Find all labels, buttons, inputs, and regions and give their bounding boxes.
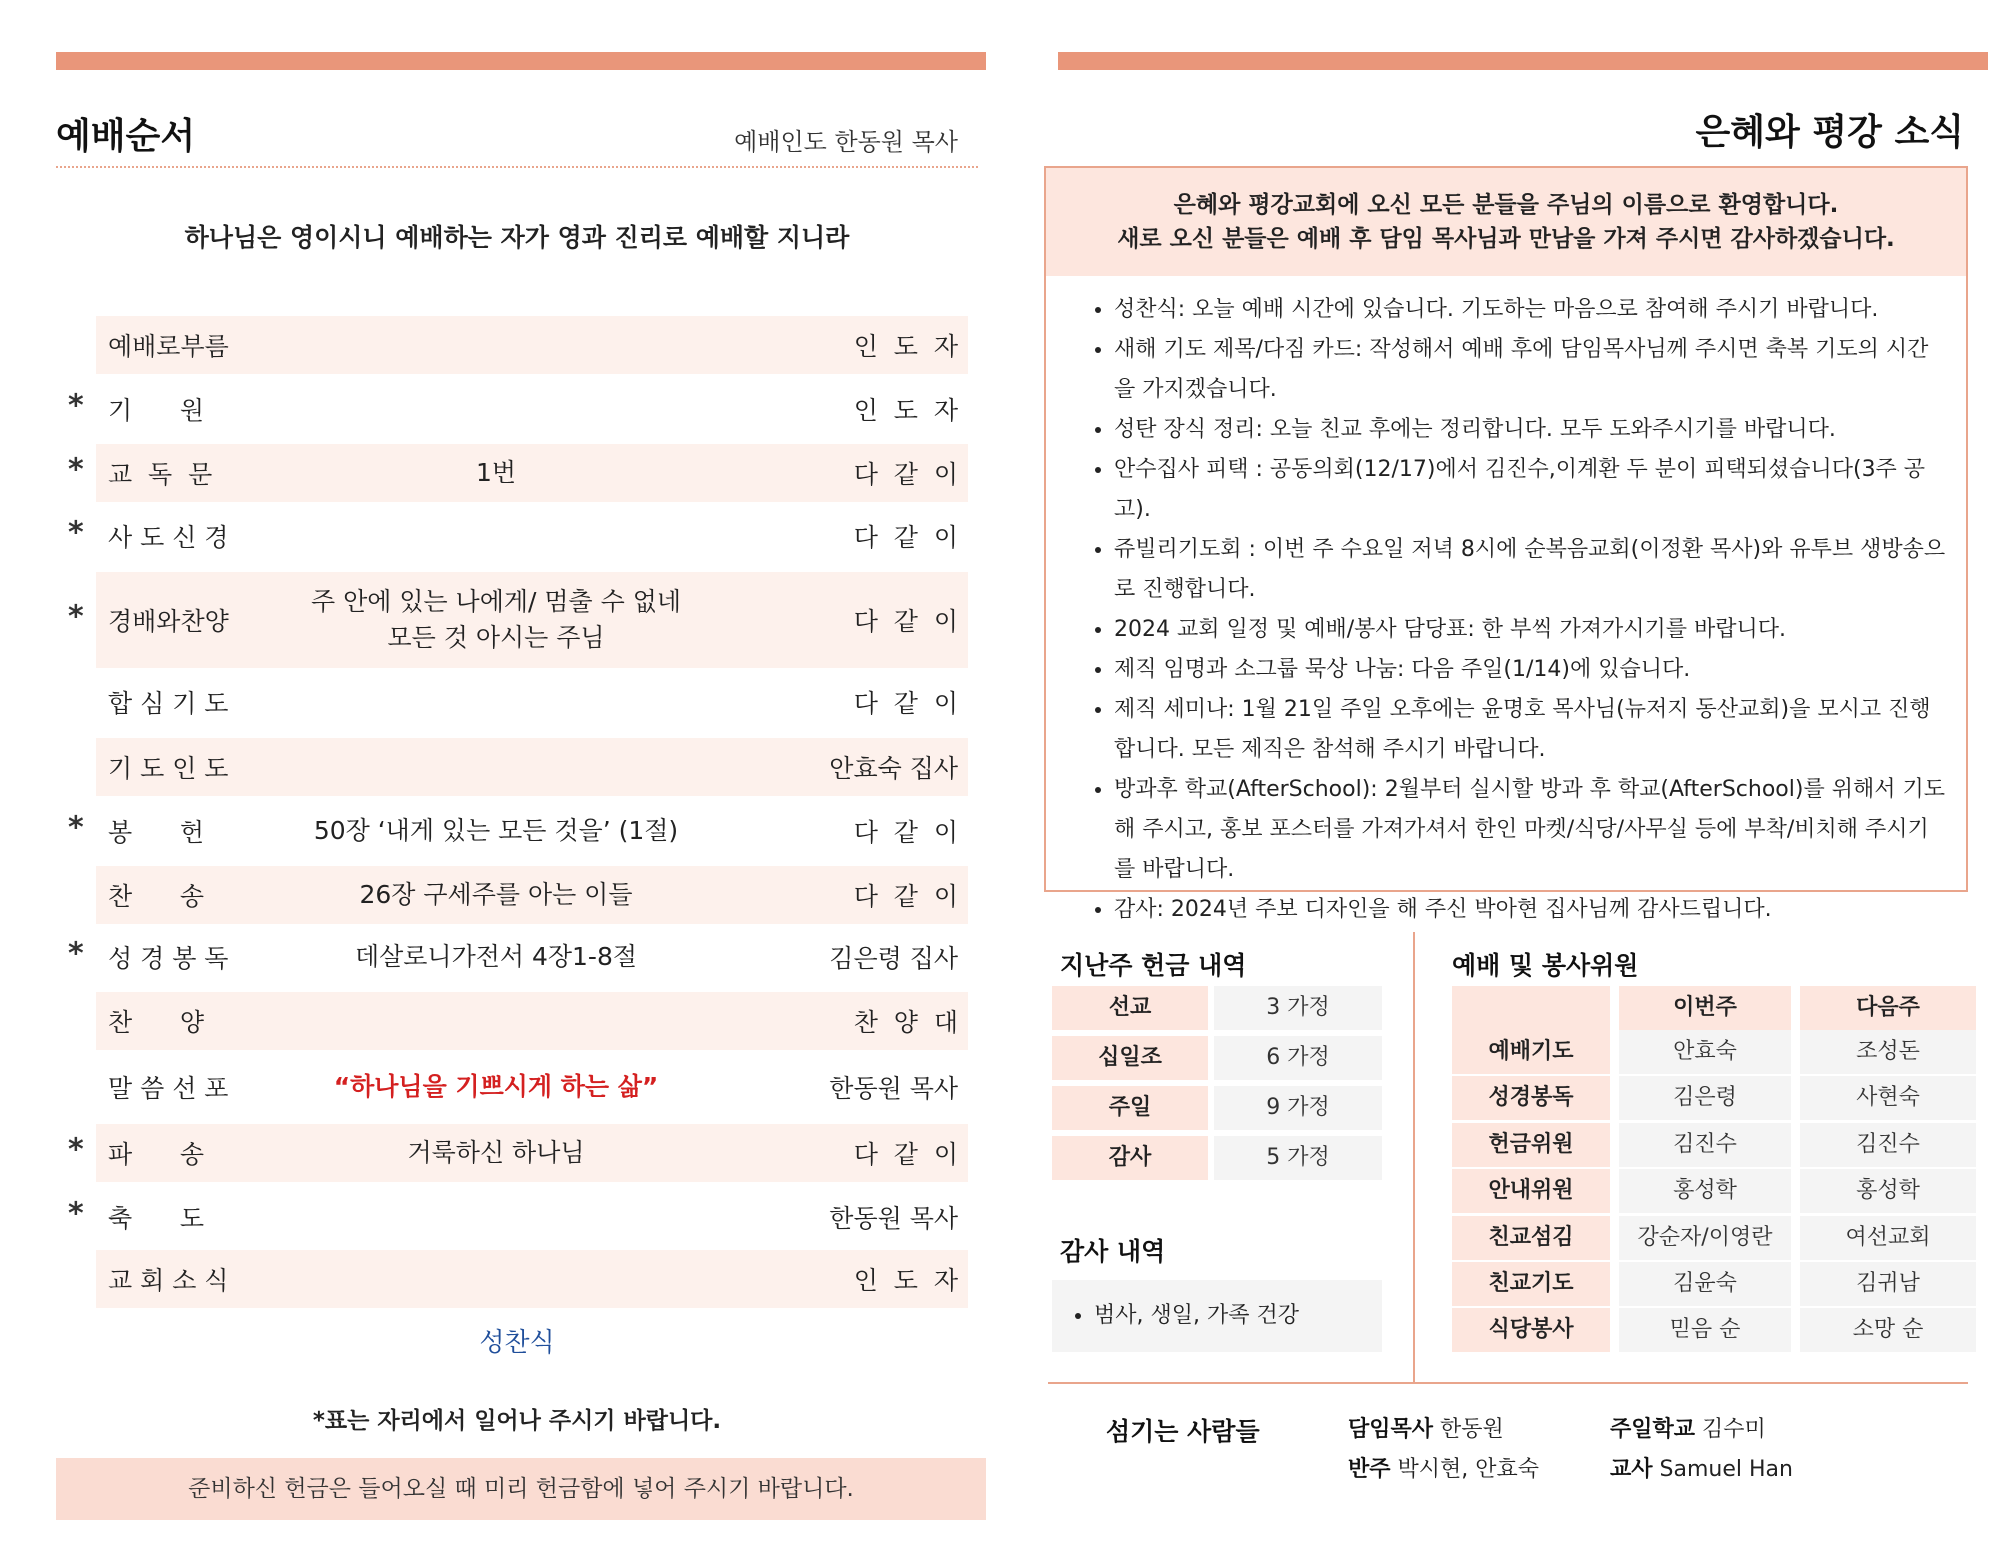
title-divider (56, 166, 978, 168)
servant-next-week: 사현숙 (1800, 1076, 1976, 1120)
servant-this-week: 안효숙 (1619, 1030, 1791, 1074)
order-item-name: 예배로부름 (108, 332, 229, 361)
servant-next-week: 홍성학 (1800, 1169, 1976, 1213)
order-row (56, 380, 968, 438)
servant-this-week: 홍성학 (1619, 1169, 1791, 1213)
staff-pastor (1348, 1412, 1504, 1443)
servant-next-week: 김진수 (1800, 1123, 1976, 1167)
order-row (56, 673, 968, 731)
order-item-leader: 인 도 자 (853, 1266, 958, 1295)
stand-marker: * (68, 515, 84, 551)
offering-heading: 지난주 헌금 내역 (1060, 951, 1247, 980)
servant-next-week: 여선교회 (1800, 1216, 1976, 1260)
servant-this-week: 김진수 (1619, 1123, 1791, 1167)
order-item-leader: 김은령 집사 (829, 944, 958, 973)
servant-this-week: 강순자/이영란 (1619, 1216, 1791, 1260)
order-row (56, 572, 968, 668)
offering-category: 십일조 (1052, 1036, 1208, 1080)
news-item: • 안수집사 피택 : 공동의회(12/17)에서 김진수,이계환 두 분이 피택되셨습니다(3주 공고). (1114, 450, 1946, 530)
servant-role: 안내위원 (1452, 1169, 1610, 1213)
order-item-leader: 다 같 이 (853, 460, 958, 489)
order-item-content: 거룩하신 하나님 (407, 1137, 585, 1167)
order-item-name: 찬 양 (108, 1008, 204, 1037)
col-next-week: 다음주 (1800, 986, 1976, 1030)
servant-role: 친교기도 (1452, 1262, 1610, 1306)
order-item-leader: 찬 양 대 (853, 1008, 958, 1037)
order-row (56, 802, 968, 860)
servant-role: 성경봉독 (1452, 1076, 1610, 1120)
offering-count: 5 가정 (1214, 1136, 1382, 1180)
order-item-content: “하나님을 기쁘시게 하는 삶” (333, 1071, 659, 1101)
order-item-name: 성 경 봉 독 (108, 944, 229, 973)
horizontal-divider (1048, 1382, 1968, 1384)
news-title: 은혜와 평강 소식 (1695, 112, 1964, 153)
order-row (56, 1250, 968, 1308)
stand-marker: * (68, 810, 84, 846)
servant-this-week: 믿음 순 (1619, 1308, 1791, 1352)
servant-role: 식당봉사 (1452, 1308, 1610, 1352)
staff-sunday-name: 김수미 (1702, 1417, 1766, 1442)
servant-this-week: 김윤숙 (1619, 1262, 1791, 1306)
servant-role: 예배기도 (1452, 1030, 1610, 1074)
servant-next-week: 김귀남 (1800, 1262, 1976, 1306)
left-top-bar (56, 52, 986, 70)
news-item: • 제직 세미나: 1월 21일 주일 오후에는 윤명호 목사님(뉴저지 동산교회)을 모시고 진행합니다. 모든 제직은 참석해 주시기 바랍니다. (1114, 690, 1946, 770)
order-item-leader: 다 같 이 (853, 1140, 958, 1169)
order-item-name: 축 도 (108, 1204, 204, 1233)
order-item-leader: 다 같 이 (853, 689, 958, 718)
order-row-background (96, 992, 968, 1050)
staff-banju (1348, 1452, 1539, 1483)
offering-category: 주일 (1052, 1086, 1208, 1130)
order-item-leader: 다 같 이 (853, 818, 958, 847)
order-item-content: 주 안에 있는 나에게/ 멈출 수 없네 모든 것 아시는 주님 (310, 586, 682, 652)
stand-marker: * (68, 936, 84, 972)
order-item-leader: 한동원 목사 (829, 1204, 958, 1233)
order-row (56, 316, 968, 374)
welcome-banner (1046, 168, 1966, 276)
offering-count: 6 가정 (1214, 1036, 1382, 1080)
order-item-content: 1번 (475, 457, 517, 487)
order-item-leader: 다 같 이 (853, 607, 958, 636)
order-row (56, 1188, 968, 1246)
worship-order-title: 예배순서 (56, 116, 196, 157)
thanks-item: • 범사, 생일, 가족 건강 (1094, 1280, 1382, 1352)
thanks-heading: 감사 내역 (1060, 1237, 1166, 1266)
order-row (56, 444, 968, 502)
welcome-line-1: 은혜와 평강교회에 오신 모든 분들을 주님의 이름으로 환영합니다. (1173, 192, 1839, 218)
worship-leader: 예배인도 한동원 목사 (734, 128, 958, 156)
staff-sunday-school (1610, 1412, 1766, 1443)
staff-teacher (1610, 1452, 1793, 1483)
servant-next-week: 조성돈 (1800, 1030, 1976, 1074)
news-item: • 새해 기도 제목/다짐 카드: 작성해서 예배 후에 담임목사님께 주시면 축복 기도의 시간을 가지겠습니다. (1114, 330, 1946, 410)
offering-category: 선교 (1052, 986, 1208, 1030)
order-item-name: 말 씀 선 포 (108, 1074, 229, 1103)
order-item-name: 경배와찬양 (108, 607, 229, 636)
order-item-leader: 인 도 자 (853, 332, 958, 361)
news-item: • 2024 교회 일정 및 예배/봉사 담당표: 한 부씩 가져가시기를 바랍니다. (1114, 610, 1946, 650)
order-item-name: 파 송 (108, 1140, 204, 1169)
order-row-background (96, 380, 968, 438)
order-item-leader: 안효숙 집사 (829, 754, 958, 783)
order-item-name: 교 독 문 (108, 460, 213, 489)
news-item: • 쥬빌리기도회 : 이번 주 수요일 저녁 8시에 순복음교회(이정환 목사)와 유투브 생방송으로 진행합니다. (1114, 530, 1946, 610)
news-list (1072, 290, 1946, 930)
news-item: • 방과후 학교(AfterSchool): 2월부터 실시할 방과 후 학교(AfterSchool)를 위해서 기도해 주시고, 홍보 포스터를 가져가셔서 한인 마켓/식당/사무실 등에 부착/비치해 주시기를 바랍니다. (1114, 770, 1946, 890)
order-row (56, 738, 968, 796)
order-row (56, 1124, 968, 1182)
order-item-name: 교 회 소 식 (108, 1266, 229, 1295)
staff-teacher-name: Samuel Han (1659, 1457, 1793, 1482)
order-row (56, 507, 968, 565)
stand-marker: * (68, 452, 84, 488)
order-item-name: 합 심 기 도 (108, 689, 229, 718)
order-item-content: 50장 ‘내게 있는 모든 것을’ (1절) (313, 815, 679, 845)
communion-label: 성찬식 (479, 1328, 555, 1358)
scripture-verse: 하나님은 영이시니 예배하는 자가 영과 진리로 예배할 지니라 (184, 223, 850, 252)
vertical-divider (1413, 932, 1415, 1384)
order-row (56, 928, 968, 986)
order-item-leader: 다 같 이 (853, 523, 958, 552)
staff-banju-label: 반주 (1348, 1457, 1391, 1482)
stand-note: *표는 자리에서 일어나 주시기 바랍니다. (312, 1408, 722, 1434)
staff-pastor-name: 한동원 (1440, 1417, 1504, 1442)
order-item-name: 봉 헌 (108, 818, 204, 847)
servant-next-week: 소망 순 (1800, 1308, 1976, 1352)
order-item-content: 26장 구세주를 아는 이들 (359, 879, 633, 909)
right-top-bar (1058, 52, 1988, 70)
order-item-name: 기 도 인 도 (108, 754, 229, 783)
servant-role: 헌금위원 (1452, 1123, 1610, 1167)
order-row (56, 992, 968, 1050)
offering-count: 3 가정 (1214, 986, 1382, 1030)
order-item-content: 데살로니가전서 4장1-8절 (354, 941, 638, 971)
servants-heading: 예배 및 봉사위원 (1452, 951, 1639, 980)
staff-pastor-label: 담임목사 (1348, 1417, 1434, 1442)
thanks-box (1052, 1280, 1382, 1352)
news-item: • 성찬식: 오늘 예배 시간에 있습니다. 기도하는 마음으로 참여해 주시기 바랍니다. (1114, 290, 1946, 330)
offering-count: 9 가정 (1214, 1086, 1382, 1130)
order-row (56, 866, 968, 924)
order-item-leader: 다 같 이 (853, 882, 958, 911)
order-item-leader: 한동원 목사 (829, 1074, 958, 1103)
news-box (1044, 166, 1968, 922)
col-this-week: 이번주 (1619, 986, 1791, 1030)
stand-marker: * (68, 1196, 84, 1232)
order-item-name: 기 원 (108, 396, 204, 425)
order-item-name: 사 도 신 경 (108, 523, 229, 552)
news-item: • 성탄 장식 정리: 오늘 친교 후에는 정리합니다. 모두 도와주시기를 바랍니다. (1114, 410, 1946, 450)
order-item-name: 찬 송 (108, 882, 204, 911)
order-item-leader: 인 도 자 (853, 396, 958, 425)
stand-marker: * (68, 599, 84, 635)
news-item: • 감사: 2024년 주보 디자인을 해 주신 박아현 집사님께 감사드립니다. (1114, 890, 1946, 930)
offering-category: 감사 (1052, 1136, 1208, 1180)
staff-banju-name: 박시현, 안효숙 (1397, 1457, 1540, 1482)
stand-marker: * (68, 388, 84, 424)
staff-heading: 섬기는 사람들 (1106, 1417, 1260, 1446)
offering-notice: 준비하신 헌금은 들어오실 때 미리 헌금함에 넣어 주시기 바랍니다. (56, 1458, 986, 1520)
stand-marker: * (68, 1132, 84, 1168)
staff-teacher-label: 교사 (1610, 1457, 1653, 1482)
servants-corner-cell (1452, 986, 1610, 1030)
staff-sunday-label: 주일학교 (1610, 1417, 1696, 1442)
servant-this-week: 김은령 (1619, 1076, 1791, 1120)
news-item: • 제직 임명과 소그룹 묵상 나눔: 다음 주일(1/14)에 있습니다. (1114, 650, 1946, 690)
order-row (56, 1058, 968, 1116)
welcome-line-2: 새로 오신 분들은 예배 후 담임 목사님과 만남을 가져 주시면 감사하겠습니다. (1117, 226, 1895, 252)
servant-role: 친교섬김 (1452, 1216, 1610, 1260)
